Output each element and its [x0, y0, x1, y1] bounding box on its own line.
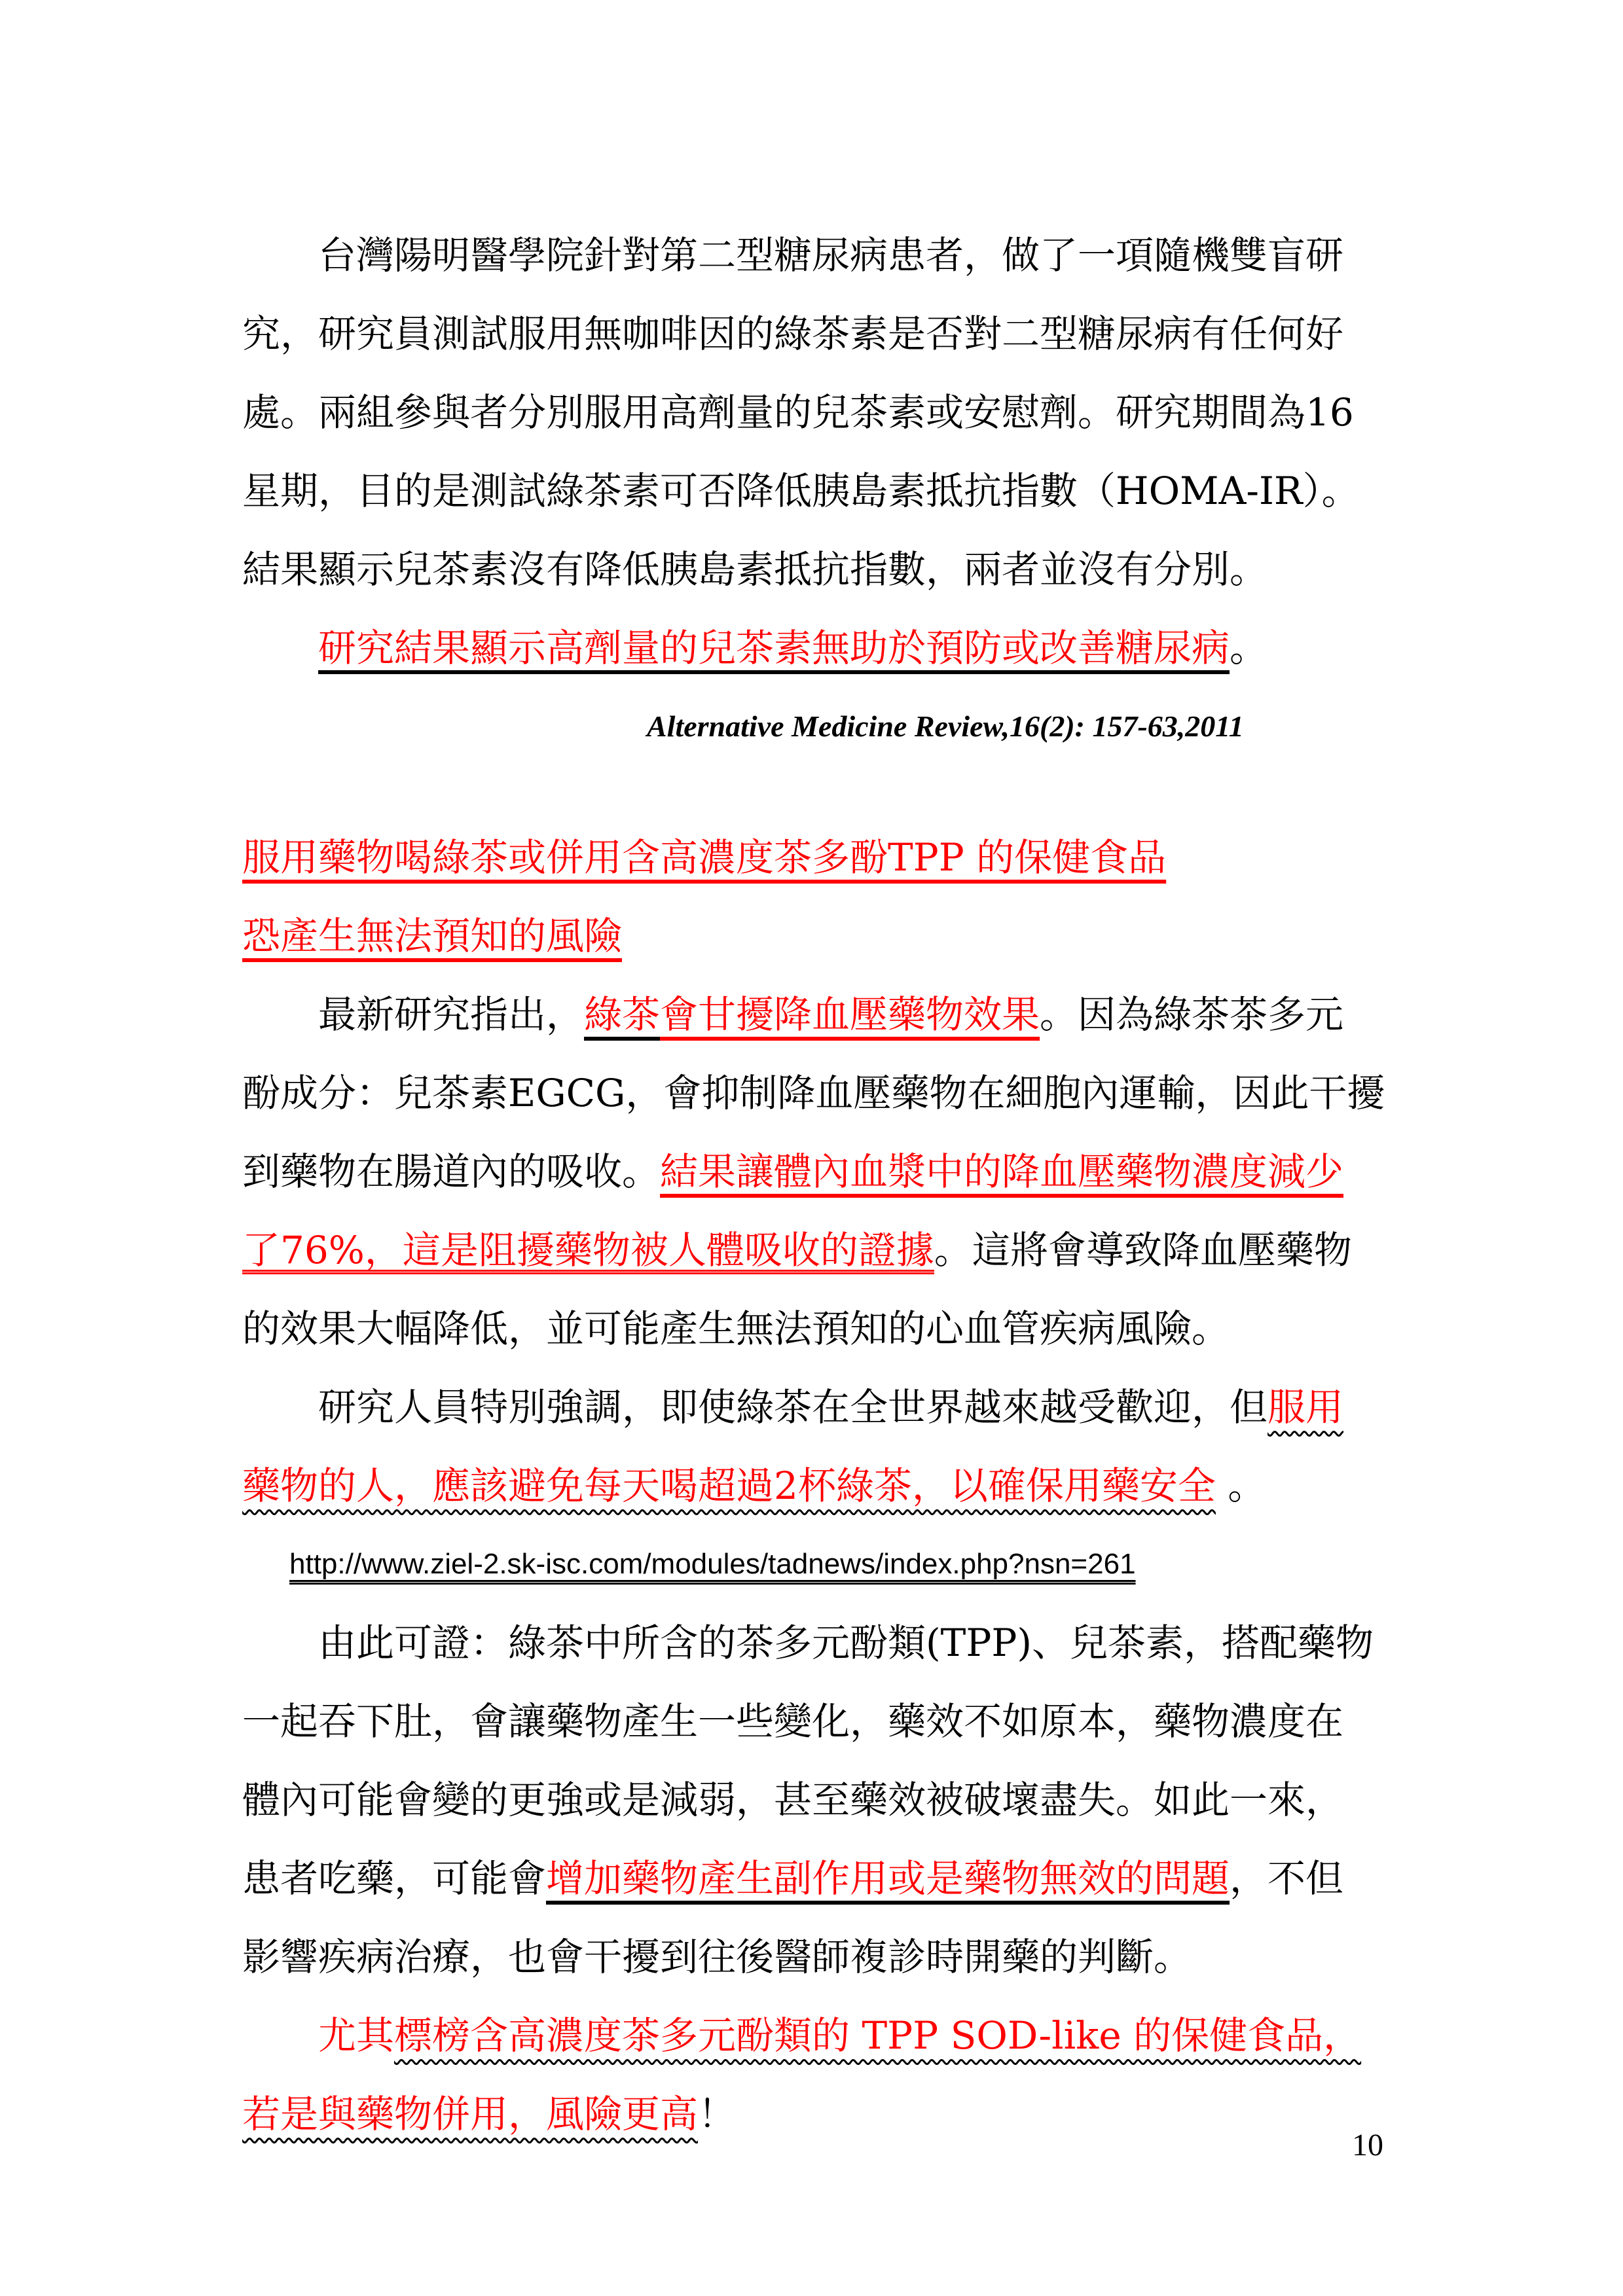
key-warning-line2 — [242, 2075, 1395, 2153]
text-segment: 一起吞下肚，會讓藥物產生一些變化，藥效不如原本，藥物濃度在 — [242, 1699, 1344, 1744]
document-body — [242, 216, 1395, 2153]
page-number: 10 — [1352, 2128, 1383, 2162]
text-segment: 綠茶 — [584, 992, 661, 1037]
text-segment: 結果顯示兒茶素沒有降低胰島素抵抗指數，兩者並沒有分別。 — [242, 547, 1268, 592]
citation — [242, 687, 1395, 766]
text-segment: 會甘擾降血壓藥物效果 — [660, 992, 1040, 1037]
text-segment: ！ — [698, 2092, 737, 2136]
text-segment: 藥物的人，應該避免每天喝超過2杯綠茶，以確保用藥安全 — [242, 1463, 1216, 1508]
text-segment: Alternative Medicine Review,16(2): 157-63,2011 — [647, 709, 1244, 743]
text-segment: 到藥物在腸道內的吸收。 — [242, 1149, 661, 1194]
para3-line2 — [242, 1446, 1395, 1525]
source-url — [242, 1525, 1395, 1604]
para2-line5 — [242, 1289, 1395, 1368]
section-heading-line2 — [242, 897, 1395, 975]
text-segment: 體內可能會變的更強或是減弱，甚至藥效被破壞盡失。如此一來， — [242, 1778, 1344, 1822]
text-segment: 服用藥物喝綠茶或併用含高濃度茶多酚TPP 的保健食品 — [242, 835, 1167, 880]
para2-line1 — [242, 975, 1395, 1054]
para1-line4 — [242, 452, 1395, 530]
para4-line5 — [242, 1918, 1395, 1996]
text-segment: 的效果大幅降低，並可能產生無法預知的心血管疾病風險。 — [242, 1306, 1230, 1351]
para4-line2 — [242, 1682, 1395, 1761]
text-segment: 由此可證：綠茶中所含的茶多元酚類(TPP)、兒茶素，搭配藥物 — [318, 1621, 1374, 1665]
para1-line1 — [242, 216, 1395, 295]
section-heading-line1 — [242, 818, 1395, 897]
para2-line4 — [242, 1211, 1395, 1289]
text-segment: 台灣陽明醫學院針對第二型糖尿病患者，做了一項隨機雙盲研 — [318, 233, 1344, 278]
text-segment: 。 — [1230, 626, 1268, 670]
text-segment: 。 — [1215, 1463, 1266, 1508]
para4-line4 — [242, 1839, 1395, 1918]
text-segment: 結果讓體內血漿中的降血壓藥物濃度減少 — [660, 1149, 1344, 1194]
text-segment: 酚成分：兒茶素EGCG，會抑制降血壓藥物在細胞內運輸，因此干擾 — [242, 1071, 1385, 1115]
para4-line1 — [242, 1604, 1395, 1682]
para4-line3 — [242, 1761, 1395, 1839]
text-segment: 增加藥物產生副作用或是藥物無效的問題 — [546, 1856, 1230, 1901]
para2-line2 — [242, 1054, 1395, 1132]
text-segment: 。這將會導致降血壓藥物 — [934, 1228, 1352, 1272]
text-segment: 處。兩組參與者分別服用高劑量的兒茶素或安慰劑。研究期間為16 — [242, 390, 1354, 435]
text-segment: 若是與藥物併用，風險更高 — [242, 2092, 699, 2136]
text-segment: ，不但 — [1230, 1856, 1344, 1901]
para3-line1 — [242, 1368, 1395, 1446]
key-warning-line1 — [242, 1996, 1395, 2075]
text-segment: 星期，目的是測試綠茶素可否降低胰島素抵抗指數（HOMA-IR）。 — [242, 469, 1360, 513]
text-segment: 標榜含高濃度茶多元酚類的 TPP SOD-like 的保健食品， — [394, 2013, 1362, 2058]
text-segment: 服用 — [1267, 1385, 1344, 1429]
url-link[interactable]: http://www.ziel-2.sk-isc.com/modules/tadnews/index.php?nsn=261 — [289, 1548, 1136, 1580]
text-segment: 了76%，這是阻擾藥物被人體吸收的證據 — [242, 1228, 934, 1272]
text-segment: 研究人員特別強調，即使綠茶在全世界越來越受歡迎，但 — [318, 1385, 1268, 1429]
key-finding — [242, 609, 1395, 687]
text-segment: 患者吃藥，可能會 — [242, 1856, 547, 1901]
para1-line5 — [242, 530, 1395, 609]
text-segment: 最新研究指出， — [318, 992, 585, 1037]
text-segment: 。因為綠茶茶多元 — [1040, 992, 1344, 1037]
para1-line3 — [242, 373, 1395, 452]
text-segment: 究，研究員測試服用無咖啡因的綠茶素是否對二型糖尿病有任何好 — [242, 312, 1344, 356]
text-segment: 恐產生無法預知的風險 — [242, 914, 623, 958]
para2-line3 — [242, 1132, 1395, 1211]
text-segment: 尤其 — [318, 2013, 395, 2058]
para1-line2 — [242, 295, 1395, 373]
text-segment: 影響疾病治療，也會干擾到往後醫師複診時開藥的判斷。 — [242, 1935, 1192, 1979]
text-segment: 研究結果顯示高劑量的兒茶素無助於預防或改善糖尿病 — [318, 626, 1230, 670]
